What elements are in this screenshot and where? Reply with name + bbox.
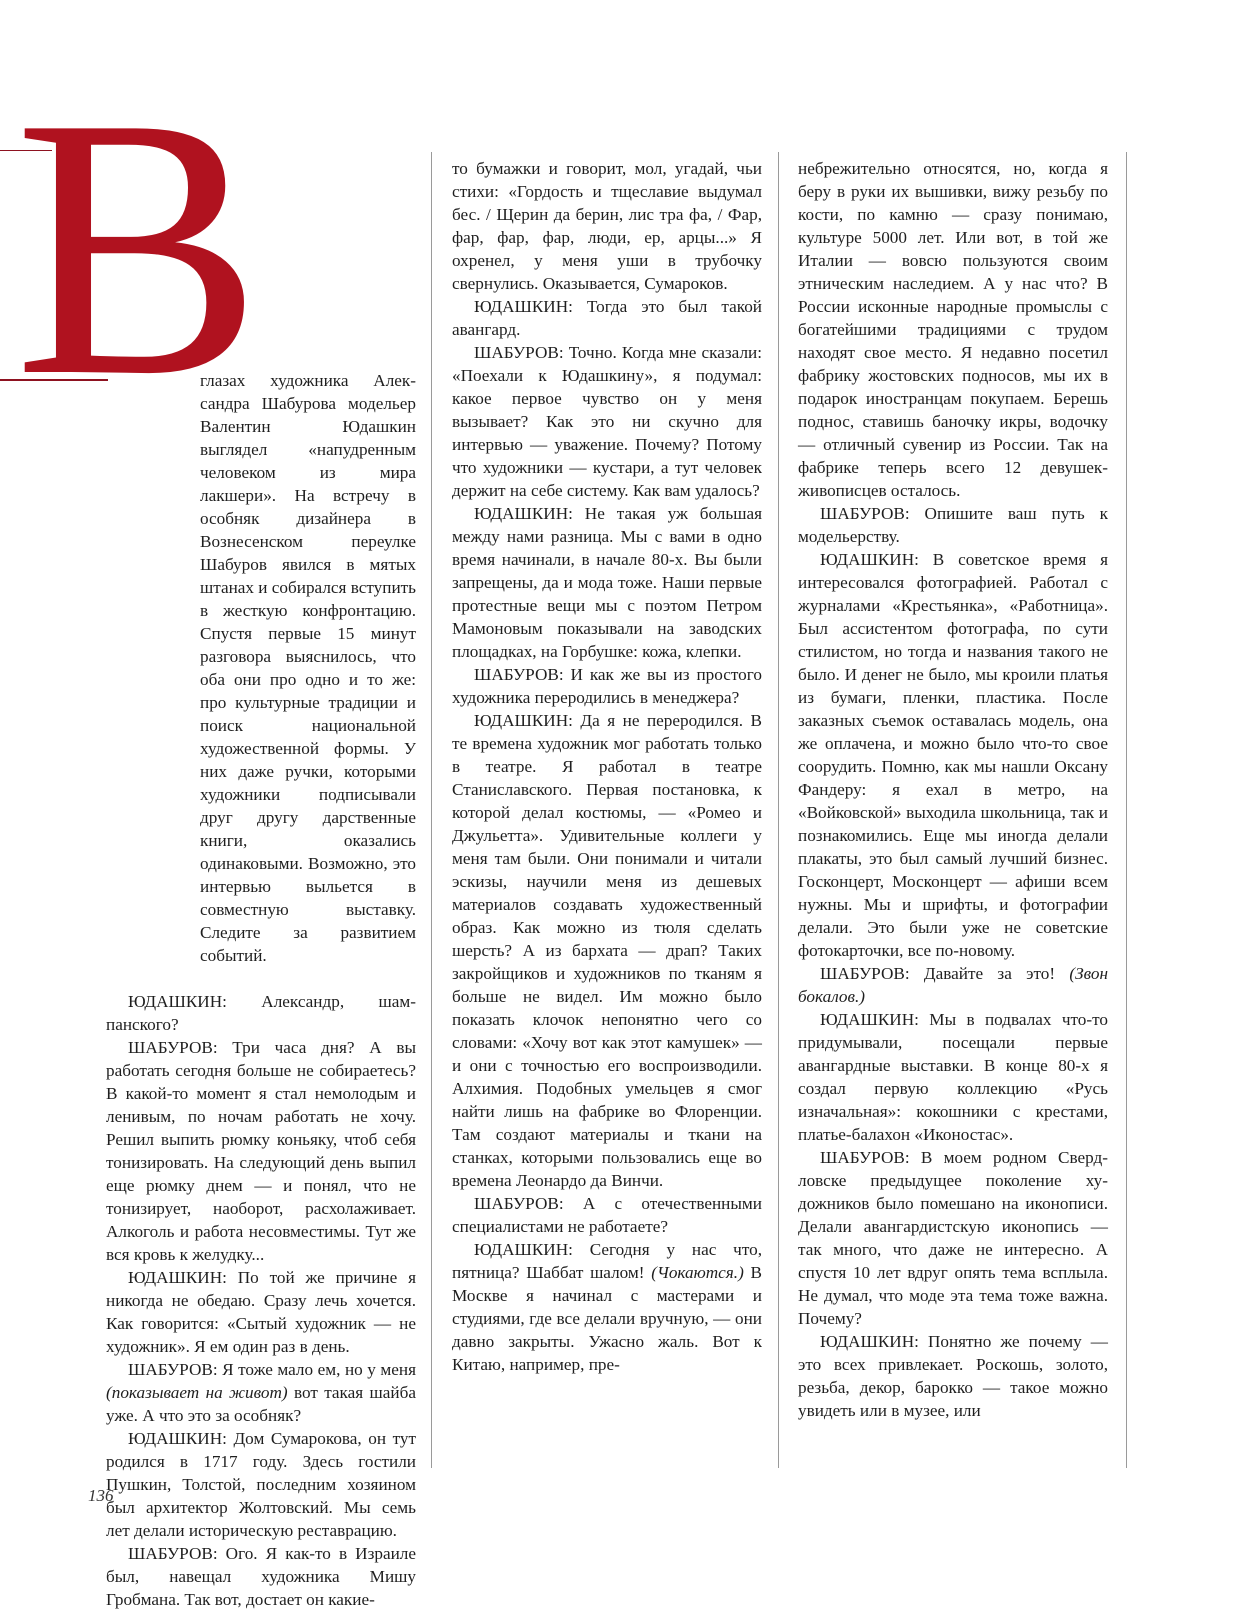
dialogue-paragraph: ЮДАШКИН: Да я не переродился. В те времена художник мог работать только в театре. Я работал в театре Станиславского. Первая постановка, к которой делал костюмы, — «Ромео и Джульетта». Удивительные коллеги у меня там были. Они понимали и читали эскизы, научили меня из дешевых материалов создавать художественный образ. Как можно из тюля сделать шерсть? А из бархата — драп? Таких закройщиков и художников по тканям я больше не видел. Им можно было показать клочок непонятно чего со словами: «Хочу вот как этот камушек» — и они с точностью его воспроизводили. Алхимия. Подобных умельцев я смог найти лишь на фабрике во Флоренции. Там создают материалы и ткани на станках, которыми пользовались еще во времена Леонардо да Винчи. [452,711,762,1190]
dialogue-paragraph: ШАБУРОВ: Три часа дня? А вы работать сегодня больше не собираетесь? В какой-то момент я стал немолодым и ленивым, по ночам работать не хочу. Решил выпить рюмку коньяку, чтоб себя тонизировать. На следующий день выпил еще рюмку днем — и понял, что не тонизирует, наоборот, расхолаживает. Алкоголь и работа несовместимы. Тут же вся кровь к желудку... [106,1038,416,1264]
dialogue-paragraph [106,1358,416,1427]
dialogue-paragraph: ЮДАШКИН: Дом Сумарокова, он тут родился в 1717 году. Здесь гостили Пушкин, Толстой, последним хозяином был архитектор Жолтовский. Мы семь лет делали историческую реставрацию. [106,1429,416,1540]
text-run: В Москве я начинал с мастерами и студиями, где все делали вручную, — они давно закрыты. Ужасно жаль. Вот к Китаю, например, пре- [452,1263,763,1374]
dialogue-paragraph: ЮДАШКИН: Понятно же почему — это всех привлекает. Роскошь, золото, резьба, декор, барокко — такое можно увидеть или в музее, или [798,1332,1108,1420]
text-run: вот такая шайба уже. А что это за особняк? [106,1383,416,1425]
text-run: ЮДАШКИН: Сегодня у нас что, пятница? Шаббат шалом! [452,1240,762,1282]
dialogue-paragraph: ШАБУРОВ: Опишите ваш путь к модельерству. [798,504,1108,546]
page-number: 136 [88,1486,114,1505]
article-column-2 [452,157,762,1376]
dialogue-paragraph: ШАБУРОВ: Точно. Когда мне сказали: «Поехали к Юдашкину», я подумал: какое первое чувство он у меня вызывает? Как это ни скучно для интервью — уважение. Почему? Потому что художники — кустари, а тут человек держит на себе систему. Как вам удалось? [452,343,762,500]
stage-direction: (показывает на живот) [106,1383,288,1402]
column-divider [431,152,432,1468]
dialogue-paragraph: ЮДАШКИН: Александр, шампанского? [106,992,416,1034]
dialogue-paragraph: то бумажки и говорит, мол, угадай, чьи стихи: «Гордость и тщеславие выдумал бес. / Щерин да берин, лис тра фа, / Фар, фар, фар, фар, люди, ер, арцы...» Я охренел, у меня уши в трубочку свернулись. Оказывается, Сумароков. [452,159,762,293]
dialogue-paragraph: ШАБУРОВ: И как же вы из простого художника переродились в менеджера? [452,665,762,707]
text-run: ШАБУРОВ: Давайте за это! [820,964,1070,983]
dialogue-paragraph [798,962,1108,1008]
dialogue-paragraph: ШАБУРОВ: А с отечественными специалистами не работаете? [452,1194,762,1236]
column-divider [1126,152,1127,1468]
lead-paragraph: глазах художника Александра Шабурова модельер Валентин Юдашкин выглядел «напудренным человеком из мира лакшери». На встречу в особняк дизайнера в Вознесенском переулке Шабуров явился в мятых штанах и собирался вступить в жесткую конфронтацию. Спустя первые 15 минут разговора выяснилось, что оба они про одно и то же: про культурные традиции и поиск национальной художественной формы. У них даже ручки, которыми художники подписывали друг другу дарственные книги, оказались одинаковыми. Возможно, это интервью выльется в совместную выставку. Следите за развитием событий. [200,371,417,965]
stage-direction: (Звон бокалов.) [798,964,1108,1006]
dialogue-paragraph: ЮДАШКИН: Не такая уж большая между нами разница. Мы с вами в одно время начинали, в начале 80-х. Вы были запрещены, да и мода тоже. Наши первые протестные вещи мы с поэтом Петром Мамоновым показывали на заводских площадках, на Горбушке: кожа, клепки. [452,504,762,661]
dialogue-paragraph: ЮДАШКИН: По той же причине я никогда не обедаю. Сразу лечь хочется. Как говорится: «Сытый художник — не художник». Я ем один раз в день. [106,1268,416,1356]
dropcap-letter: В [14,42,263,453]
dialogue-paragraph: ЮДАШКИН: В советское время я интересовался фотографией. Работал с журналами «Крестьянка», «Работница». Был ассистентом фотографа, по сути стилистом, но тогда и названия такого не было. И денег не было, мы кроили платья из бумаги, пленки, пластика. После заказных съемок оставалась модель, она же оплачена, и можно было что-то свое соорудить. Помню, как мы нашли Оксану Фандеру: я ехал в метро, на «Войковской» выходила школьница, так и познакомились. Еще мы иногда делали плакаты, это был самый лучший бизнес. Госконцерт, Москонцерт — афиши всем нужны. Мы и шрифты, и фотографии делали. Это были уже не советские фотокарточки, все по-новому. [798,550,1108,960]
text-run: ШАБУРОВ: Я тоже мало ем, но у меня [128,1360,416,1379]
dialogue-paragraph: ЮДАШКИН: Тогда это был такой авангард. [452,297,762,339]
article-column-1 [106,369,416,1611]
dialogue-paragraph: небрежительно относятся, но, когда я беру в руки их вышивки, вижу резьбу по кости, по камню — сразу понимаю, культуре 5000 лет. Или вот, в той же Италии — вовсю пользуются своим этническим наследием. А у нас что? В России исконные народные промыслы с богатейшими традициями с трудом находят свое место. Я недавно посетил фабрику жостовских подносов, мы их в подарок иностранцам покупаем. Берешь поднос, ставишь баночку икры, водочку — отличный сувенир из России. Так на фабрике теперь всего 12 девушек-живописцев осталось. [798,159,1108,500]
dialogue-paragraph: ШАБУРОВ: В моем родном Свердловске предыдущее поколение художников было помешано на иконописи. Делали авангардистскую иконопись — так много, что даже не интересно. А спустя 10 лет вдруг опять тема всплыла. Не думал, что моде эта тема тоже важна. Почему? [798,1148,1108,1328]
dialogue-paragraph: ШАБУРОВ: Ого. Я как-то в Израиле был, навещал художника Мишу Гробмана. Так вот, достает он какие- [106,1544,416,1609]
dialogue-paragraph: ЮДАШКИН: Мы в подвалах что-то придумывали, посещали первые авангардные выставки. В конце 80-х я создал первую коллекцию «Русь изначальная»: кокошники с крестами, платье-балахон «Иконостас». [798,1010,1108,1144]
dialogue-paragraph [452,1238,762,1376]
stage-direction: (Чокаются.) [651,1263,744,1282]
column-divider [778,152,779,1468]
article-column-3 [798,157,1108,1422]
